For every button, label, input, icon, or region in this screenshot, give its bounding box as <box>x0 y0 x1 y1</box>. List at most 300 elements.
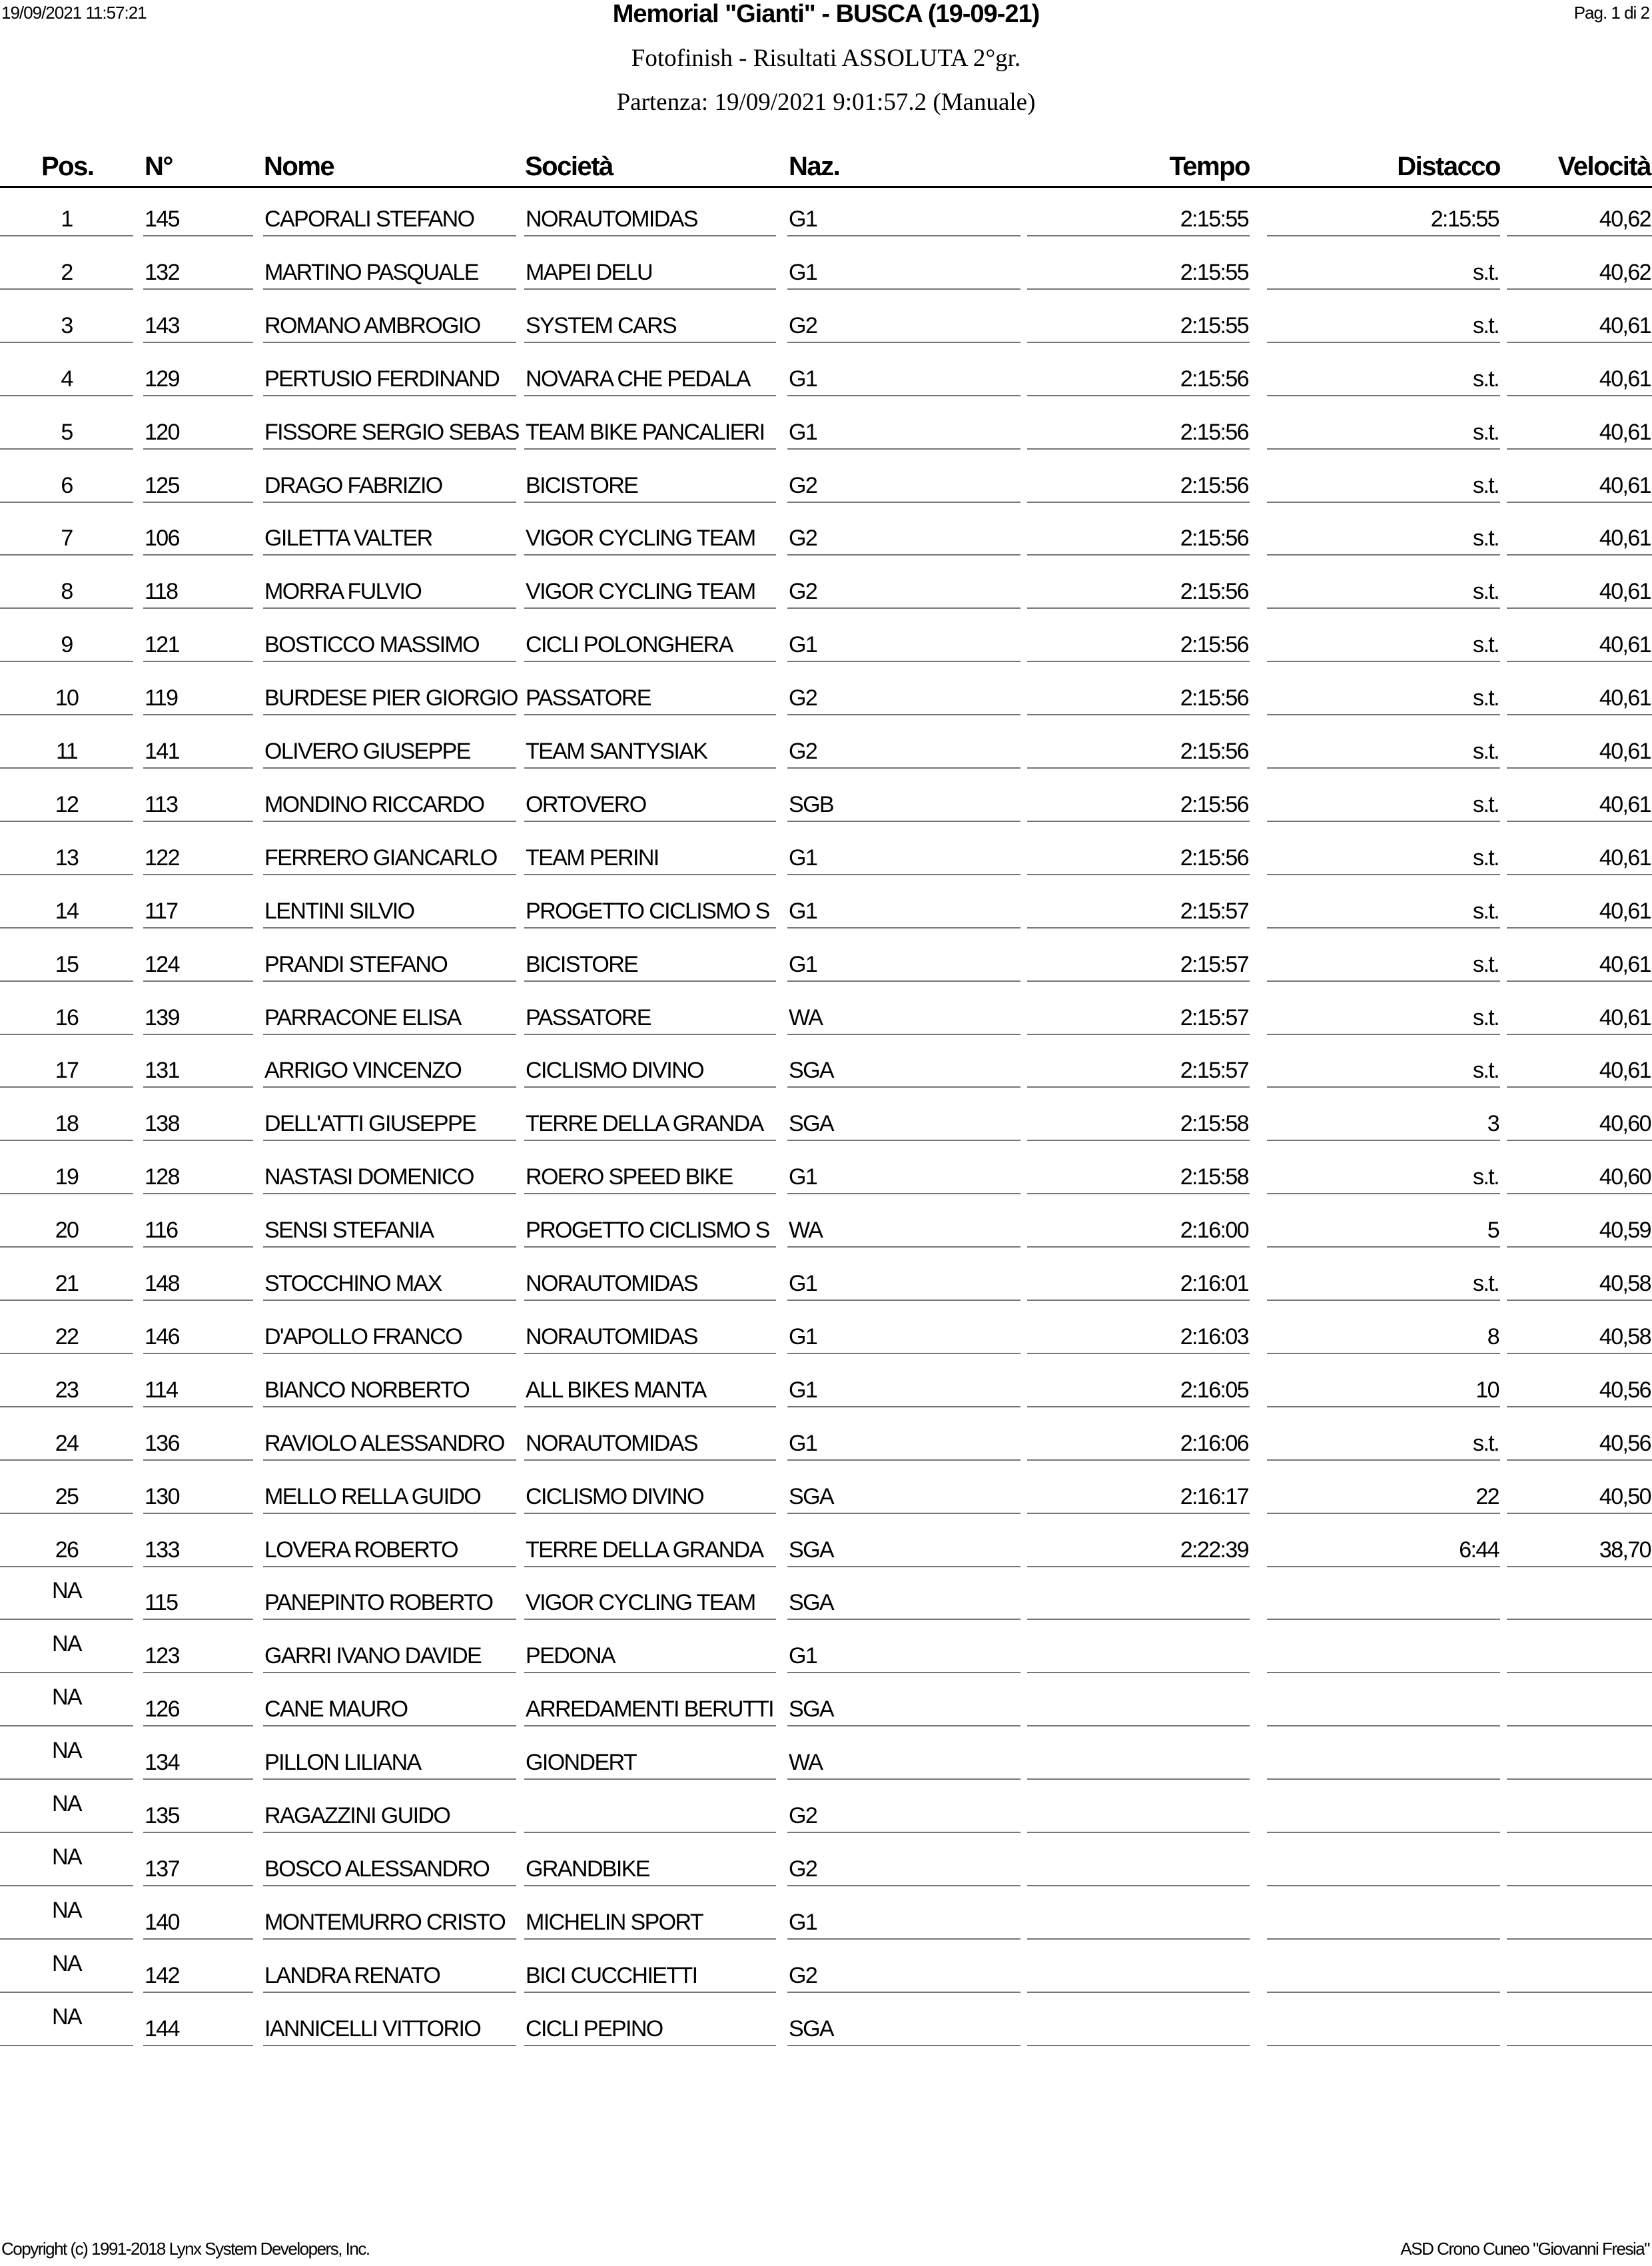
table-row <box>0 1054 1652 1108</box>
time-cell <box>1027 1693 1250 1726</box>
pos-cell <box>0 363 133 396</box>
gap-cell <box>1267 575 1500 609</box>
pos-cell <box>0 789 133 822</box>
speed-cell <box>1507 1587 1652 1620</box>
bib-number-cell-text: 135 <box>145 1803 179 1828</box>
club-cell-text: NOVARA CHE PEDALA <box>526 366 750 392</box>
club-cell <box>524 522 776 556</box>
time-cell <box>1027 1002 1250 1035</box>
category-cell <box>787 895 1021 929</box>
club-cell-text: MICHELIN SPORT <box>526 1909 703 1935</box>
table-row <box>0 256 1652 310</box>
rider-name-cell <box>263 1853 516 1886</box>
time-cell-text: 2:15:55 <box>1180 312 1248 338</box>
pos-cell <box>0 1374 133 1407</box>
rider-name-cell <box>263 1108 516 1141</box>
club-cell <box>524 1587 776 1620</box>
club-cell-text: VIGOR CYCLING TEAM <box>526 526 755 552</box>
rider-name-cell <box>263 895 516 929</box>
gap-cell <box>1267 470 1500 503</box>
rider-name-cell <box>263 1587 516 1620</box>
speed-cell-text: 40,61 <box>1599 366 1651 392</box>
speed-cell <box>1507 575 1652 609</box>
rider-name-cell <box>263 256 516 290</box>
table-row <box>0 1631 1652 1693</box>
gap-cell <box>1267 948 1500 982</box>
time-cell-text: 2:15:57 <box>1180 951 1248 977</box>
rider-name-cell-text: STOCCHINO MAX <box>264 1271 442 1296</box>
speed-cell-text: 40,61 <box>1599 898 1651 924</box>
speed-cell <box>1507 682 1652 715</box>
page-number: Pag. 1 di 2 <box>1573 3 1649 23</box>
bib-number-cell-text: 146 <box>145 1323 179 1349</box>
bib-number-cell <box>143 895 253 929</box>
pos-cell <box>0 416 133 450</box>
bib-number-cell <box>143 1108 253 1141</box>
rider-name-cell-text: PILLON LILIANA <box>264 1750 421 1776</box>
time-cell <box>1027 682 1250 715</box>
category-cell-text: WA <box>789 1004 823 1030</box>
column-header-club: Società <box>525 152 613 181</box>
gap-cell <box>1267 1374 1500 1407</box>
rider-name-cell-text: MORRA FULVIO <box>264 579 422 605</box>
gap-cell-text: 5 <box>1487 1218 1499 1244</box>
category-cell <box>787 363 1021 396</box>
club-cell <box>524 735 776 769</box>
club-cell <box>524 310 776 343</box>
pos-cell-text: 4 <box>61 366 73 392</box>
club-cell <box>524 682 776 715</box>
category-cell-text: G2 <box>789 739 817 764</box>
time-cell-text: 2:15:56 <box>1180 845 1248 871</box>
category-cell <box>787 1002 1021 1035</box>
table-row <box>0 842 1652 895</box>
rider-name-cell <box>263 1054 516 1088</box>
gap-cell <box>1267 1321 1500 1354</box>
rider-name-cell-text: BURDESE PIER GIORGIO <box>264 685 518 711</box>
table-row <box>0 948 1652 1002</box>
pos-cell-text: 19 <box>55 1164 79 1190</box>
club-cell <box>524 363 776 396</box>
rider-name-cell <box>263 1214 516 1248</box>
club-cell <box>524 1374 776 1407</box>
time-cell-text: 2:16:06 <box>1180 1430 1248 1456</box>
rider-name-cell-text: MONTEMURRO CRISTO <box>264 1909 506 1935</box>
category-cell <box>787 575 1021 609</box>
gap-cell-text: s.t. <box>1473 419 1499 445</box>
club-cell <box>524 1800 776 1833</box>
category-cell-text: G1 <box>789 259 817 285</box>
speed-cell-text: 40,61 <box>1599 312 1651 338</box>
category-cell <box>787 1214 1021 1248</box>
rider-name-cell-text: GARRI IVANO DAVIDE <box>264 1643 482 1669</box>
bib-number-cell <box>143 1002 253 1035</box>
club-cell <box>524 948 776 982</box>
rider-name-cell <box>263 1481 516 1514</box>
speed-cell <box>1507 470 1652 503</box>
column-header-naz: Naz. <box>789 152 840 181</box>
bib-number-cell-text: 126 <box>145 1697 179 1722</box>
bib-number-cell <box>143 1374 253 1407</box>
speed-cell-text: 40,61 <box>1599 579 1651 605</box>
speed-cell-text: 40,61 <box>1599 1004 1651 1030</box>
bib-number-cell <box>143 470 253 503</box>
time-cell <box>1027 629 1250 662</box>
category-cell <box>787 629 1021 662</box>
time-cell-text: 2:15:57 <box>1180 1004 1248 1030</box>
time-cell <box>1027 1906 1250 1940</box>
speed-cell-text: 38,70 <box>1599 1537 1651 1563</box>
category-cell-text: G1 <box>789 1909 817 1935</box>
table-row <box>0 1268 1652 1321</box>
category-cell-text: SGA <box>789 1537 834 1563</box>
pos-cell-text: NA <box>51 1738 82 1764</box>
table-row <box>0 2004 1652 2066</box>
bib-number-cell-text: 136 <box>145 1430 179 1456</box>
pos-cell-text: 22 <box>55 1323 79 1349</box>
gap-cell <box>1267 1481 1500 1514</box>
time-cell-text: 2:16:17 <box>1180 1483 1248 1509</box>
speed-cell <box>1507 789 1652 822</box>
table-row <box>0 1108 1652 1161</box>
bib-number-cell-text: 125 <box>145 472 179 498</box>
gap-cell-text: s.t. <box>1473 898 1499 924</box>
category-cell-text: G1 <box>789 419 817 445</box>
bib-number-cell-text: 138 <box>145 1111 179 1137</box>
rider-name-cell <box>263 1906 516 1940</box>
gap-cell <box>1267 1214 1500 1248</box>
time-cell-text: 2:15:56 <box>1180 472 1248 498</box>
club-cell <box>524 1853 776 1886</box>
category-cell <box>787 1054 1021 1088</box>
bib-number-cell-text: 129 <box>145 366 179 392</box>
pos-cell-text: 14 <box>55 898 79 924</box>
club-cell-text: NORAUTOMIDAS <box>526 206 697 232</box>
gap-cell <box>1267 789 1500 822</box>
pos-cell-text: 2 <box>61 259 73 285</box>
rider-name-cell <box>263 2013 516 2046</box>
gap-cell <box>1267 363 1500 396</box>
gap-cell <box>1267 256 1500 290</box>
club-cell <box>524 1054 776 1088</box>
gap-cell-text: 3 <box>1487 1111 1499 1137</box>
gap-cell <box>1267 1161 1500 1194</box>
category-cell <box>787 1374 1021 1407</box>
bib-number-cell-text: 115 <box>145 1590 178 1616</box>
bib-number-cell-text: 128 <box>145 1164 179 1190</box>
rider-name-cell-text: ARRIGO VINCENZO <box>264 1058 462 1084</box>
rider-name-cell-text: OLIVERO GIUSEPPE <box>264 739 470 764</box>
club-cell-text: PASSATORE <box>526 685 651 711</box>
column-header-gap: Distacco <box>1397 152 1500 181</box>
time-cell <box>1027 1108 1250 1141</box>
pos-cell <box>0 1738 133 1780</box>
category-cell <box>787 1481 1021 1514</box>
table-row <box>0 203 1652 256</box>
time-cell-text: 2:15:58 <box>1180 1111 1248 1137</box>
pos-cell-text: 5 <box>61 419 73 445</box>
gap-cell <box>1267 522 1500 556</box>
gap-cell-text: s.t. <box>1473 739 1499 764</box>
rider-name-cell <box>263 416 519 450</box>
time-cell <box>1027 842 1250 875</box>
time-cell <box>1027 1853 1250 1886</box>
rider-name-cell-text: PERTUSIO FERDINAND <box>264 366 500 392</box>
pos-cell-text: 26 <box>55 1537 79 1563</box>
pos-cell <box>0 1214 133 1248</box>
category-cell <box>787 310 1021 343</box>
time-cell <box>1027 2013 1250 2046</box>
time-cell <box>1027 1161 1250 1194</box>
bib-number-cell <box>143 1746 253 1780</box>
category-cell-text: G1 <box>789 898 817 924</box>
table-row <box>0 629 1652 682</box>
table-row <box>0 1534 1652 1587</box>
time-cell <box>1027 1800 1250 1833</box>
table-row <box>0 363 1652 416</box>
time-cell <box>1027 470 1250 503</box>
rider-name-cell <box>263 203 516 236</box>
category-cell-text: G2 <box>789 1962 817 1988</box>
time-cell <box>1027 1481 1250 1514</box>
speed-cell-text: 40,61 <box>1599 472 1651 498</box>
gap-cell-text: s.t. <box>1473 1271 1499 1296</box>
speed-cell <box>1507 1374 1652 1407</box>
rider-name-cell-text: D'APOLLO FRANCO <box>264 1323 462 1349</box>
pos-cell <box>0 1481 133 1514</box>
speed-cell-text: 40,61 <box>1599 632 1651 658</box>
bib-number-cell-text: 141 <box>145 739 179 764</box>
gap-cell <box>1267 1534 1500 1567</box>
club-cell <box>524 1906 776 1940</box>
rider-name-cell <box>263 1534 516 1567</box>
pos-cell <box>0 1427 133 1461</box>
speed-cell <box>1507 1108 1652 1141</box>
pos-cell <box>0 1950 133 1993</box>
bib-number-cell <box>143 1693 253 1726</box>
gap-cell <box>1267 1800 1500 1833</box>
pos-cell <box>0 1161 133 1194</box>
category-cell <box>787 1693 1021 1726</box>
gap-cell-text: 8 <box>1487 1323 1499 1349</box>
pos-cell <box>0 948 133 982</box>
pos-cell <box>0 1108 133 1141</box>
rider-name-cell-text: CAPORALI STEFANO <box>264 206 474 232</box>
gap-cell-text: s.t. <box>1473 526 1499 552</box>
category-cell-text: G2 <box>789 472 817 498</box>
pos-cell <box>0 470 133 503</box>
category-cell-text: G2 <box>789 685 817 711</box>
pos-cell <box>0 1054 133 1088</box>
category-cell-text: SGB <box>789 791 834 817</box>
pos-cell-text: NA <box>51 1578 82 1604</box>
gap-cell <box>1267 1587 1500 1620</box>
pos-cell-text: 3 <box>61 312 73 338</box>
bib-number-cell <box>143 1054 253 1088</box>
rider-name-cell <box>263 735 516 769</box>
gap-cell-text: 22 <box>1475 1483 1499 1509</box>
table-row <box>0 735 1652 789</box>
category-cell-text: G1 <box>789 951 817 977</box>
table-row <box>0 1374 1652 1427</box>
category-cell <box>787 1534 1021 1567</box>
time-cell <box>1027 1054 1250 1088</box>
speed-cell-text: 40,58 <box>1599 1271 1651 1296</box>
bib-number-cell-text: 133 <box>145 1537 179 1563</box>
time-cell-text: 2:15:56 <box>1180 579 1248 605</box>
gap-cell-text: s.t. <box>1473 1164 1499 1190</box>
time-cell <box>1027 575 1250 609</box>
time-cell <box>1027 1374 1250 1407</box>
speed-cell <box>1507 842 1652 875</box>
bib-number-cell-text: 148 <box>145 1271 179 1296</box>
time-cell-text: 2:22:39 <box>1180 1537 1248 1563</box>
rider-name-cell <box>263 1746 516 1780</box>
rider-name-cell <box>263 1268 516 1301</box>
rider-name-cell <box>263 629 516 662</box>
pos-cell <box>0 1534 133 1567</box>
speed-cell-text: 40,58 <box>1599 1323 1651 1349</box>
bib-number-cell-text: 142 <box>145 1962 179 1988</box>
speed-cell <box>1507 948 1652 982</box>
results-subtitle: Fotofinish - Risultati ASSOLUTA 2°gr. <box>631 45 1021 72</box>
bib-number-cell <box>143 522 253 556</box>
category-cell-text: WA <box>789 1750 823 1776</box>
bib-number-cell-text: 130 <box>145 1483 179 1509</box>
category-cell-text: G1 <box>789 1430 817 1456</box>
category-cell-text: SGA <box>789 1058 834 1084</box>
gap-cell <box>1267 1427 1500 1461</box>
gap-cell <box>1267 1054 1500 1088</box>
time-cell <box>1027 1960 1250 1993</box>
category-cell <box>787 1587 1021 1620</box>
time-cell <box>1027 735 1250 769</box>
speed-cell-text: 40,61 <box>1599 951 1651 977</box>
pos-cell-text: 8 <box>61 579 73 605</box>
category-cell <box>787 1268 1021 1301</box>
category-cell <box>787 2013 1021 2046</box>
speed-cell <box>1507 1800 1652 1833</box>
bib-number-cell <box>143 1427 253 1461</box>
pos-cell <box>0 1631 133 1673</box>
table-row <box>0 1002 1652 1055</box>
bib-number-cell-text: 124 <box>145 951 179 977</box>
bib-number-cell <box>143 789 253 822</box>
category-cell <box>787 789 1021 822</box>
rider-name-cell-text: NASTASI DOMENICO <box>264 1164 474 1190</box>
pos-cell-text: 1 <box>61 206 73 232</box>
bib-number-cell <box>143 2013 253 2046</box>
bib-number-cell-text: 145 <box>145 206 179 232</box>
gap-cell <box>1267 895 1500 929</box>
club-cell-text: TEAM BIKE PANCALIERI <box>526 419 765 445</box>
gap-cell-text: 10 <box>1475 1377 1499 1403</box>
time-cell <box>1027 1746 1250 1780</box>
gap-cell <box>1267 735 1500 769</box>
gap-cell <box>1267 842 1500 875</box>
bib-number-cell <box>143 363 253 396</box>
rider-name-cell <box>263 1693 516 1726</box>
speed-cell <box>1507 1640 1652 1673</box>
rider-name-cell-text: LANDRA RENATO <box>264 1962 440 1988</box>
bib-number-cell <box>143 1268 253 1301</box>
pos-cell-text: 15 <box>55 951 79 977</box>
speed-cell-text: 40,62 <box>1599 206 1651 232</box>
club-cell-text: MAPEI DELU <box>526 259 652 285</box>
bib-number-cell-text: 120 <box>145 419 179 445</box>
gap-cell <box>1267 629 1500 662</box>
bib-number-cell-text: 144 <box>145 2016 179 2042</box>
gap-cell-text: 6:44 <box>1459 1537 1499 1563</box>
category-cell <box>787 1161 1021 1194</box>
gap-cell <box>1267 1853 1500 1886</box>
table-row <box>0 1427 1652 1481</box>
category-cell <box>787 1746 1021 1780</box>
rider-name-cell-text: LOVERA ROBERTO <box>264 1537 458 1563</box>
club-cell-text: CICLISMO DIVINO <box>526 1058 703 1084</box>
category-cell-text: SGA <box>789 1590 834 1616</box>
bib-number-cell-text: 122 <box>145 845 179 871</box>
bib-number-cell <box>143 1161 253 1194</box>
time-cell <box>1027 1268 1250 1301</box>
bib-number-cell <box>143 1853 253 1886</box>
bib-number-cell <box>143 735 253 769</box>
gap-cell <box>1267 310 1500 343</box>
club-cell <box>524 1640 776 1673</box>
club-cell <box>524 1214 776 1248</box>
gap-cell-text: 2:15:55 <box>1430 206 1499 232</box>
rider-name-cell-text: PARRACONE ELISA <box>264 1004 461 1030</box>
column-header-num: N° <box>145 152 173 181</box>
column-header-pos: Pos. <box>41 152 94 181</box>
club-cell-text: NORAUTOMIDAS <box>526 1430 697 1456</box>
bib-number-cell-text: 113 <box>145 791 178 817</box>
rider-name-cell-text: RAGAZZINI GUIDO <box>264 1803 450 1828</box>
pos-cell <box>0 629 133 662</box>
club-cell-text: PROGETTO CICLISMO S <box>526 898 769 924</box>
club-cell-text: SYSTEM CARS <box>526 312 677 338</box>
club-cell <box>524 1268 776 1301</box>
club-cell-text: GRANDBIKE <box>526 1856 649 1882</box>
club-cell-text: BICISTORE <box>526 951 638 977</box>
category-cell-text: G1 <box>789 1643 817 1669</box>
rider-name-cell <box>263 1427 516 1461</box>
gap-cell <box>1267 2013 1500 2046</box>
club-cell <box>524 256 776 290</box>
rider-name-cell-text: CANE MAURO <box>264 1697 408 1722</box>
rider-name-cell-text: BIANCO NORBERTO <box>264 1377 470 1403</box>
gap-cell-text: s.t. <box>1473 1058 1499 1084</box>
bib-number-cell-text: 139 <box>145 1004 179 1030</box>
category-cell-text: G2 <box>789 579 817 605</box>
category-cell-text: G2 <box>789 526 817 552</box>
category-cell-text: G2 <box>789 312 817 338</box>
pos-cell <box>0 203 133 236</box>
category-cell <box>787 842 1021 875</box>
gap-cell <box>1267 1746 1500 1780</box>
speed-cell-text: 40,60 <box>1599 1164 1651 1190</box>
rider-name-cell <box>263 789 516 822</box>
pos-cell-text: 9 <box>61 632 73 658</box>
rider-name-cell-text: ROMANO AMBROGIO <box>264 312 480 338</box>
rider-name-cell <box>263 575 516 609</box>
speed-cell <box>1507 1321 1652 1354</box>
column-header-name: Nome <box>264 152 334 181</box>
bib-number-cell <box>143 948 253 982</box>
speed-cell-text: 40,56 <box>1599 1430 1651 1456</box>
rider-name-cell-text: BOSTICCO MASSIMO <box>264 632 479 658</box>
rider-name-cell-text: IANNICELLI VITTORIO <box>264 2016 481 2042</box>
